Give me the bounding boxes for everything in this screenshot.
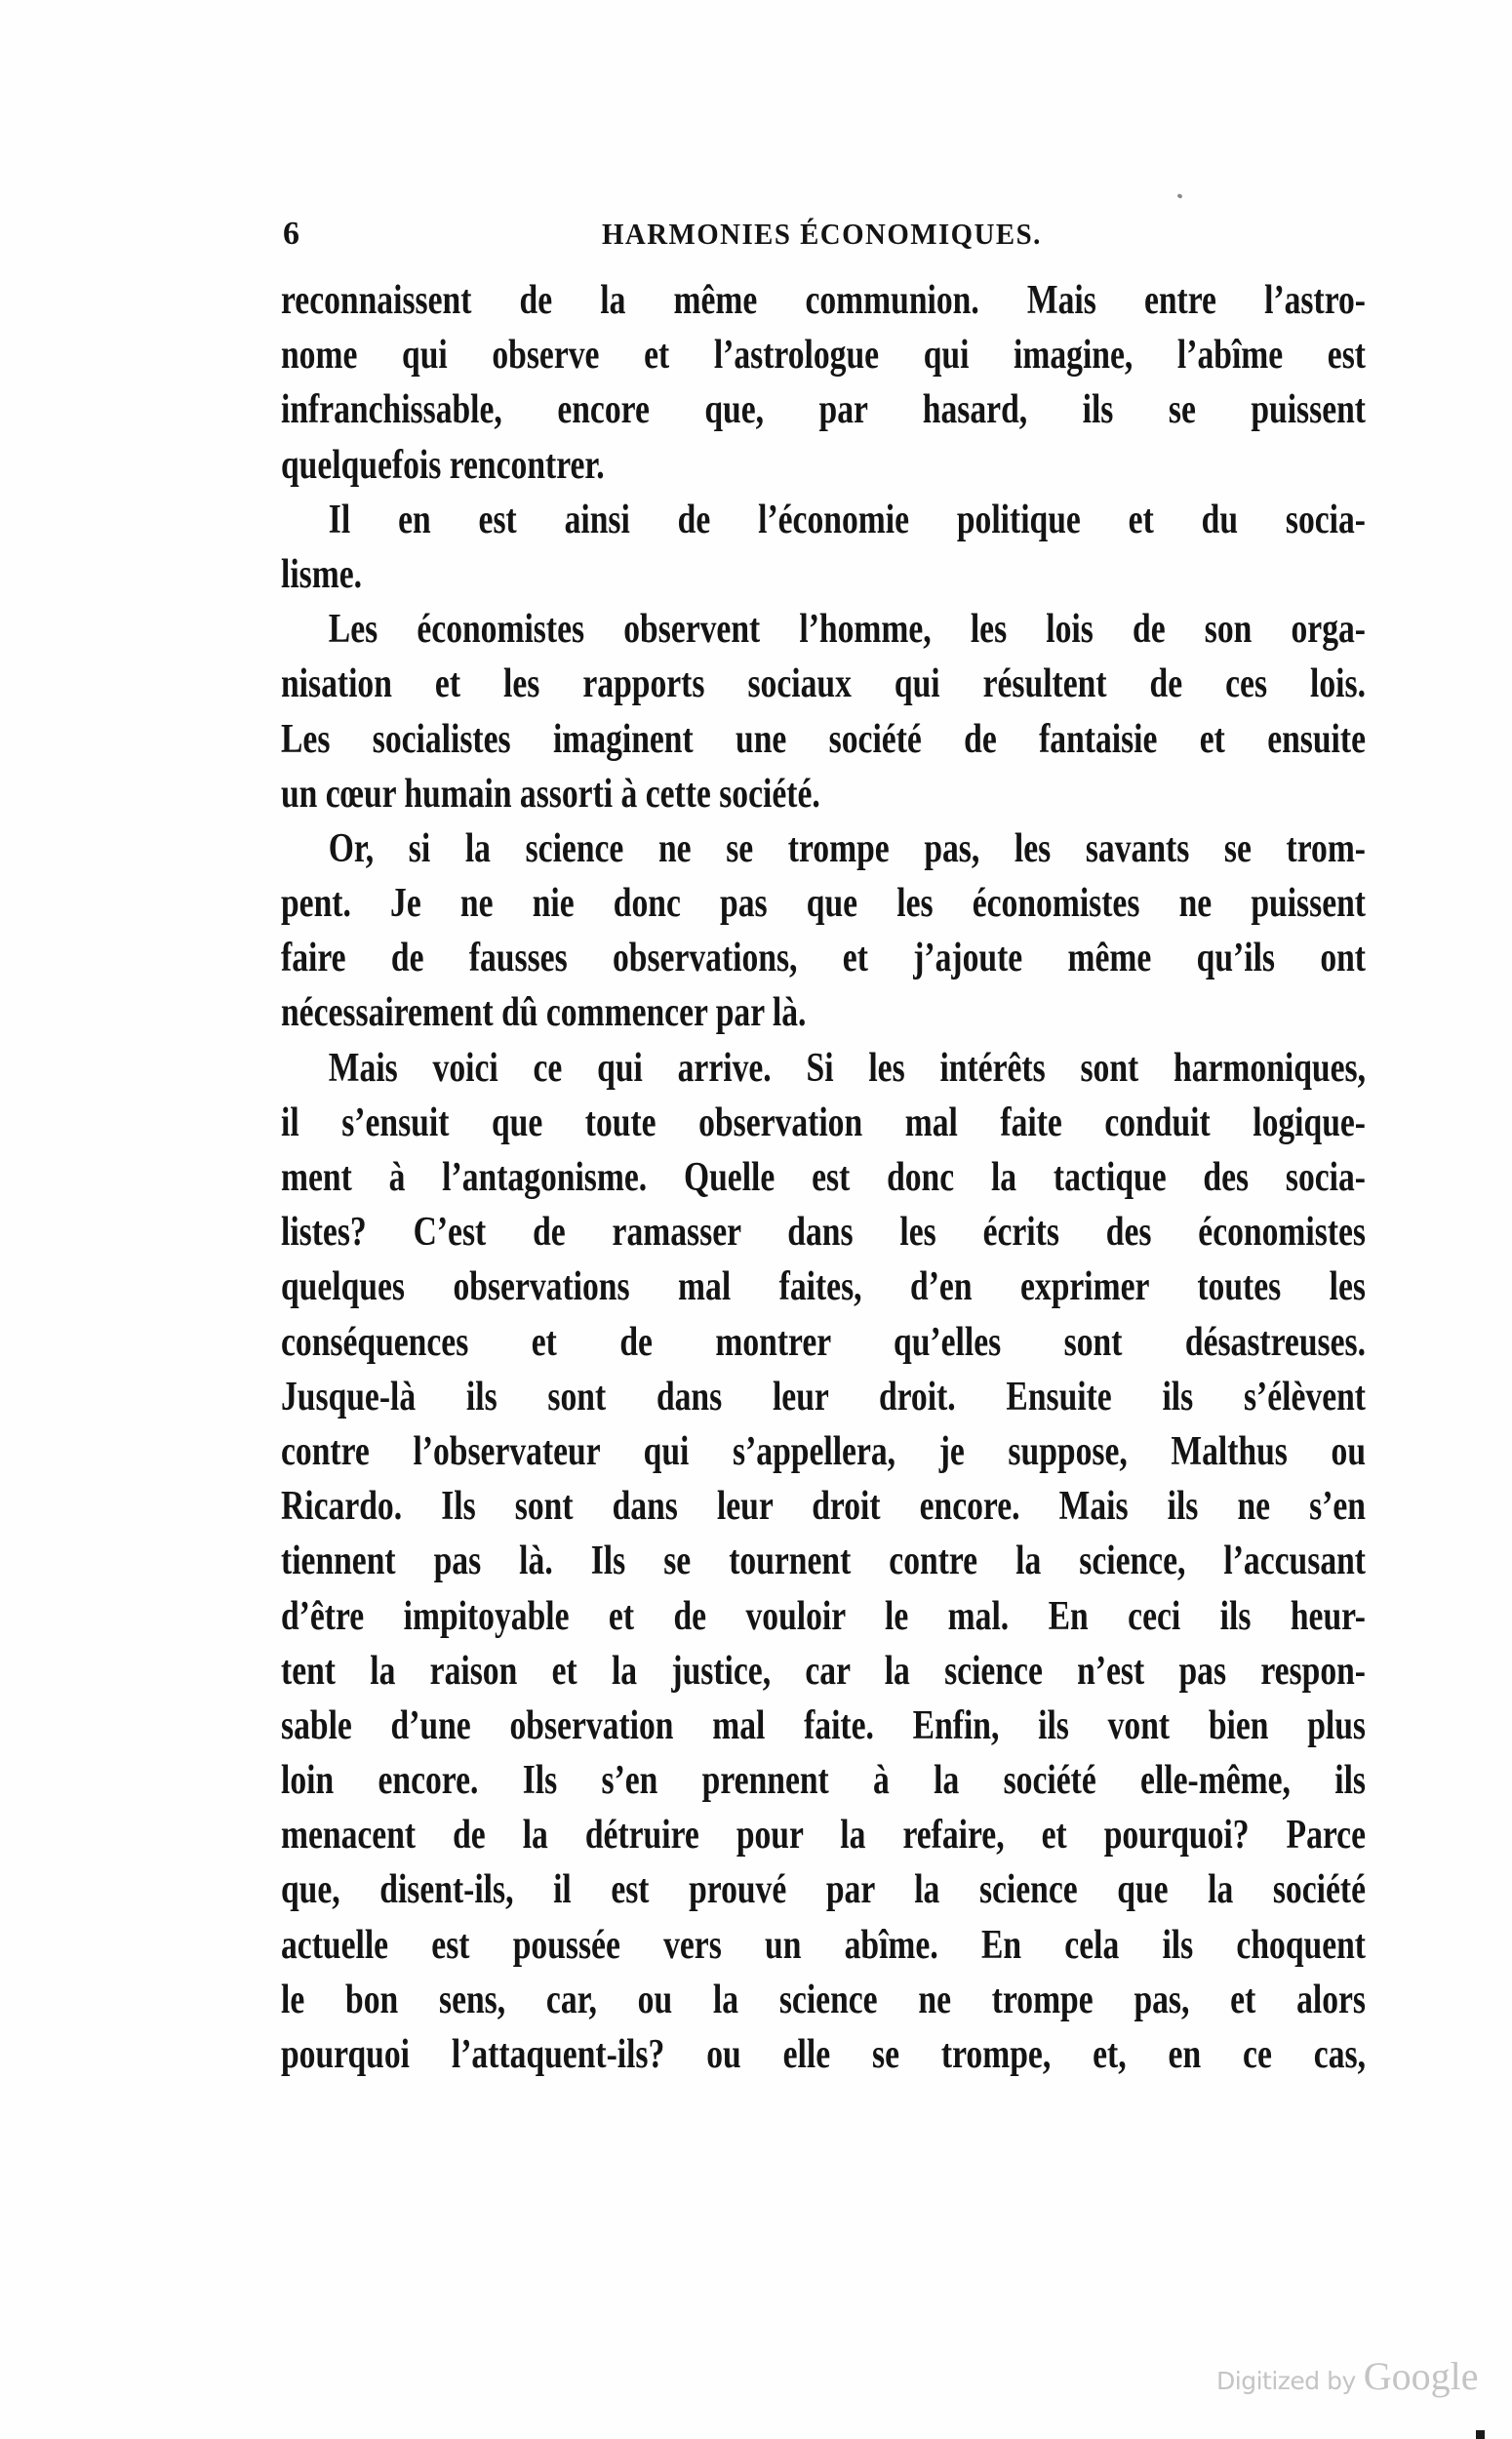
page-number: 6: [283, 216, 299, 252]
text-line: sable d’une observation mal faite. Enfin, ils vont bien plus: [281, 1702, 1366, 1748]
google-logo-text: Google: [1363, 2354, 1479, 2398]
digitized-watermark: [1216, 2353, 1479, 2399]
text-line: pent. Je ne nie donc pas que les économistes ne puissent: [281, 881, 1366, 927]
text-line: pourquoi l’attaquent-ils? ou elle se trompe, et, en ce cas,: [281, 2032, 1366, 2077]
text-line: le bon sens, car, ou la science ne trompe pas, et alors: [281, 1977, 1366, 2022]
text-line: nisation et les rapports sociaux qui résultent de ces lois.: [281, 661, 1366, 707]
scan-speck: [1176, 193, 1182, 199]
text-line: contre l’observateur qui s’appellera, je suppose, Malthus ou: [281, 1428, 1366, 1474]
text-line: reconnaissent de la même communion. Mais entre l’astro-: [281, 278, 1366, 323]
paragraph-start-line: Il en est ainsi de l’économie politique et du socia-: [328, 497, 1366, 542]
scan-corner-mark: [1476, 2430, 1485, 2439]
text-line: nécessairement dû commencer par là.: [281, 990, 807, 1036]
text-line: infranchissable, encore que, par hasard, ils se puissent: [281, 387, 1366, 433]
text-line: conséquences et de montrer qu’elles sont désastreuses.: [281, 1319, 1366, 1365]
text-line: quelquefois rencontrer.: [281, 442, 605, 488]
running-head: [281, 211, 1366, 254]
text-line: que, disent-ils, il est prouvé par la science que la société: [281, 1867, 1366, 1913]
text-line: menacent de la détruire pour la refaire, et pourquoi? Parce: [281, 1813, 1366, 1859]
text-line: faire de fausses observations, et j’ajoute même qu’ils ont: [281, 936, 1366, 981]
watermark-prefix: Digitized by: [1216, 2367, 1356, 2395]
text-line: nome qui observe et l’astrologue qui imagine, l’abîme est: [281, 333, 1366, 379]
paragraph-start-line: Les économistes observent l’homme, les lois de son orga-: [328, 607, 1366, 653]
paragraph-start-line: Or, si la science ne se trompe pas, les savants se trom-: [328, 825, 1366, 871]
text-line: lisme.: [281, 551, 363, 597]
text-line: actuelle est poussée vers un abîme. En cela ils choquent: [281, 1922, 1366, 1968]
text-line: un cœur humain assorti à cette société.: [281, 771, 820, 817]
text-line: tent la raison et la justice, car la science n’est pas respon-: [281, 1648, 1366, 1694]
text-line: Les socialistes imaginent une société de fantaisie et ensuite: [281, 716, 1366, 762]
text-line: Jusque-là ils sont dans leur droit. Ensuite ils s’élèvent: [281, 1374, 1366, 1419]
text-line: il s’ensuit que toute observation mal faite conduit logique-: [281, 1100, 1366, 1145]
running-title: HARMONIES ÉCONOMIQUES.: [602, 217, 1042, 251]
text-line: ment à l’antagonisme. Quelle est donc la tactique des socia-: [281, 1155, 1366, 1200]
body-text: [281, 276, 1366, 2085]
text-line: listes? C’est de ramasser dans les écrits des économistes: [281, 1210, 1366, 1256]
text-line: d’être impitoyable et de vouloir le mal. En ceci ils heur-: [281, 1593, 1366, 1639]
paragraph-start-line: Mais voici ce qui arrive. Si les intérêts sont harmoniques,: [328, 1045, 1366, 1091]
text-line: quelques observations mal faites, d’en exprimer toutes les: [281, 1264, 1366, 1310]
text-line: Ricardo. Ils sont dans leur droit encore. Mais ils ne s’en: [281, 1484, 1366, 1530]
text-line: loin encore. Ils s’en prennent à la société elle-même, ils: [281, 1758, 1366, 1804]
text-line: tiennent pas là. Ils se tournent contre la science, l’accusant: [281, 1539, 1366, 1584]
